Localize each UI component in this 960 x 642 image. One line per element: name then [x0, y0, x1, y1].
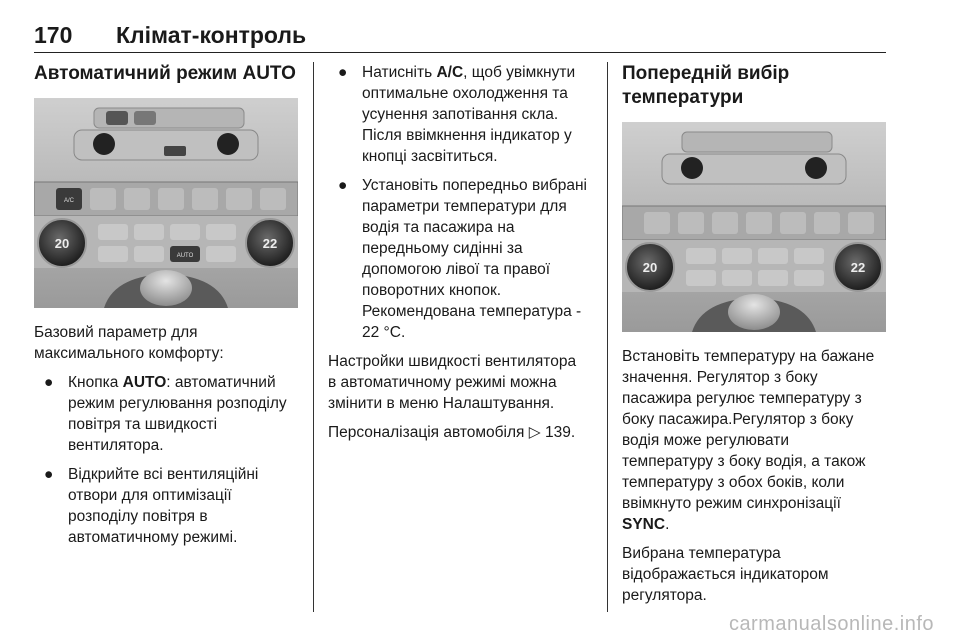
climate-panel-figure-temperature: [622, 122, 886, 332]
page-number: 170: [34, 22, 73, 48]
list-item-ac: ● Натисніть A/C, щоб увімкнути оптимальне охолодження та усунення запотівання скла. Після ввімкнення індикатор у кнопці засвітиться.: [338, 64, 576, 165]
column-right: [622, 62, 888, 614]
column-middle: [328, 62, 594, 451]
indicator-paragraph: Вибрана температура відображається індикатором регулятора.: [622, 545, 829, 604]
list-item-auto-button: ● Кнопка AUTO: автоматичний режим регулювання розподілу повітря та швидкості вентилятора.: [44, 374, 287, 454]
column-left: [34, 62, 298, 556]
page-header: [34, 22, 886, 53]
personalization-reference: Персоналізація автомобіля ▷ 139.: [328, 424, 576, 441]
section-heading-preselect: Попередній вибір температури: [622, 63, 790, 108]
page-title: Клімат-контроль: [116, 22, 307, 48]
temp-knob-right-label: 22: [262, 236, 278, 251]
btn-auto-label: AUTO: [176, 253, 194, 259]
fan-speed-paragraph: Настройки швидкості вентилятора в автоматичному режимі можна змінити в меню Налаштування.: [328, 353, 577, 412]
list-item-temperature: ● Установіть попередньо вибрані параметри температури для водія та пасажира на передньому сидінні за допомогою лівої та правої поворотних кнопок. Рекомендована температура - 22 °C.: [338, 177, 587, 341]
column-divider-right: [607, 62, 608, 612]
watermark: carmanualsonline.info: [728, 613, 934, 635]
climate-panel-figure-auto: [34, 98, 298, 308]
temp-knob-left-label: 20: [54, 236, 70, 251]
btn-ac-label: A/C: [63, 198, 75, 204]
column-divider-left: [313, 62, 314, 612]
temp-knob-left-label-2: 20: [642, 260, 658, 275]
section-heading-auto: Автоматичний режим AUTO: [34, 63, 296, 84]
preselect-paragraph: Встановіть температуру на бажане значення. Регулятор з боку пасажира регулює температуру з боку пасажира.Регулятор з боку водія може регулювати температуру з боку водія, а також температуру з обох боків, коли ввімкнуто режим синхронізації SYNC.: [622, 348, 875, 533]
temp-knob-right-label-2: 22: [850, 260, 866, 275]
list-item-vents: ● Відкрийте всі вентиляційні отвори для оптимізації розподілу повітря в автоматичному режимі.: [44, 466, 259, 546]
intro-paragraph: Базовий параметр для максимального комфорту:: [34, 324, 224, 362]
page-reference-icon: ▷: [528, 424, 541, 441]
